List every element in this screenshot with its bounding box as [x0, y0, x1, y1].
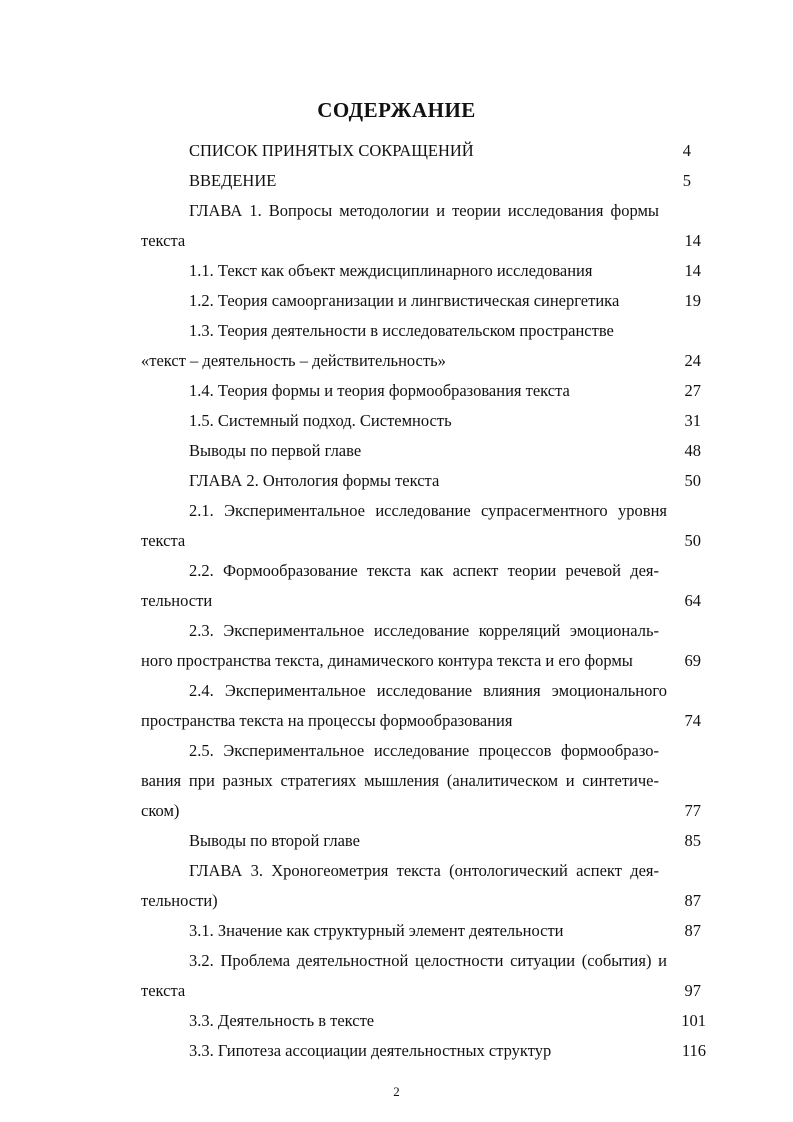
toc-entry-page: 19: [684, 291, 701, 310]
toc-entry-text[interactable]: 1.4. Теория формы и теория формообразования текста: [189, 381, 570, 400]
toc-entry-text[interactable]: 3.3. Деятельность в тексте: [189, 1011, 375, 1030]
toc-entry-page: 4: [682, 141, 691, 160]
toc-entry-cont[interactable]: ного пространства текста, динамического контура текста и его формы: [141, 651, 633, 670]
toc-entry-page: 97: [684, 981, 701, 1000]
toc-entry-page: 27: [684, 381, 701, 400]
toc-entry-cont[interactable]: пространства текста на процессы формообразования: [141, 711, 513, 730]
toc-entry-text[interactable]: 2.3. Экспериментальное исследование корреляций эмоциональ-: [189, 621, 659, 640]
toc-entry-text[interactable]: СПИСОК ПРИНЯТЫХ СОКРАЩЕНИЙ: [189, 141, 474, 160]
toc-entry-text[interactable]: ВВЕДЕНИЕ: [189, 171, 277, 190]
toc-entry-text[interactable]: 1.5. Системный подход. Системность: [189, 411, 452, 430]
toc-entry-text[interactable]: 3.1. Значение как структурный элемент деятельности: [189, 921, 564, 940]
toc-entry-cont[interactable]: текста: [141, 231, 186, 250]
toc-entry-page: 116: [681, 1041, 706, 1060]
toc-entry-text[interactable]: ГЛАВА 2. Онтология формы текста: [189, 471, 440, 490]
toc-entry-page: 101: [681, 1011, 706, 1030]
toc-entry-page: 48: [684, 441, 701, 460]
toc-entry-page: 85: [684, 831, 701, 850]
toc-entry-text[interactable]: 3.3. Гипотеза ассоциации деятельностных структур: [189, 1041, 552, 1060]
toc-entry-text[interactable]: 2.4. Экспериментальное исследование влияния эмоционального: [189, 681, 667, 700]
toc-entry-page: 14: [684, 261, 701, 280]
toc-entry-page: 31: [684, 411, 701, 430]
toc-entry-page: 77: [684, 801, 701, 820]
page-number: 2: [393, 1084, 400, 1099]
toc-entry-text[interactable]: 1.1. Текст как объект междисциплинарного исследования: [189, 261, 593, 280]
page-title: СОДЕРЖАНИЕ: [317, 98, 476, 122]
toc-entry-page: 64: [684, 591, 701, 610]
toc-entry-text[interactable]: 2.2. Формообразование текста как аспект теории речевой дея-: [189, 561, 659, 580]
toc-entry-text[interactable]: ГЛАВА 3. Хроногеометрия текста (онтологический аспект дея-: [189, 861, 659, 880]
toc-entry-cont[interactable]: ском): [141, 801, 180, 820]
toc-entry-page: 69: [684, 651, 701, 670]
toc-entry-cont[interactable]: «текст – деятельность – действительность»: [141, 351, 446, 370]
toc-entry-page: 5: [682, 171, 691, 190]
toc-entry-text[interactable]: Выводы по второй главе: [189, 831, 360, 850]
toc-entry-page: 87: [684, 891, 701, 910]
toc-entry-cont[interactable]: текста: [141, 531, 186, 550]
toc-entry-text[interactable]: 1.3. Теория деятельности в исследовательском пространстве: [189, 321, 614, 340]
toc-entry-page: 74: [684, 711, 701, 730]
toc-entry-page: 24: [684, 351, 701, 370]
toc-entry-page: 50: [684, 531, 701, 550]
toc-entry-cont[interactable]: тельности): [141, 891, 218, 910]
toc-entry-text[interactable]: 3.2. Проблема деятельностной целостности ситуации (события) и: [189, 951, 667, 970]
toc-entry-page: 87: [684, 921, 701, 940]
toc-entry-cont[interactable]: вания при разных стратегиях мышления (аналитическом и синтетиче-: [141, 771, 659, 790]
toc-entry-text[interactable]: 2.5. Экспериментальное исследование процессов формообразо-: [189, 741, 659, 760]
toc-entry-cont[interactable]: текста: [141, 981, 186, 1000]
toc-entry-text[interactable]: 1.2. Теория самоорганизации и лингвистическая синергетика: [189, 291, 620, 310]
toc-entry-page: 50: [684, 471, 701, 490]
toc-entry-text[interactable]: ГЛАВА 1. Вопросы методологии и теории исследования формы: [189, 201, 659, 220]
toc-entry-text[interactable]: Выводы по первой главе: [189, 441, 362, 460]
toc-entry-cont[interactable]: тельности: [141, 591, 213, 610]
toc-entry-page: 14: [684, 231, 701, 250]
toc-entry-text[interactable]: 2.1. Экспериментальное исследование супрасегментного уровня: [189, 501, 667, 520]
